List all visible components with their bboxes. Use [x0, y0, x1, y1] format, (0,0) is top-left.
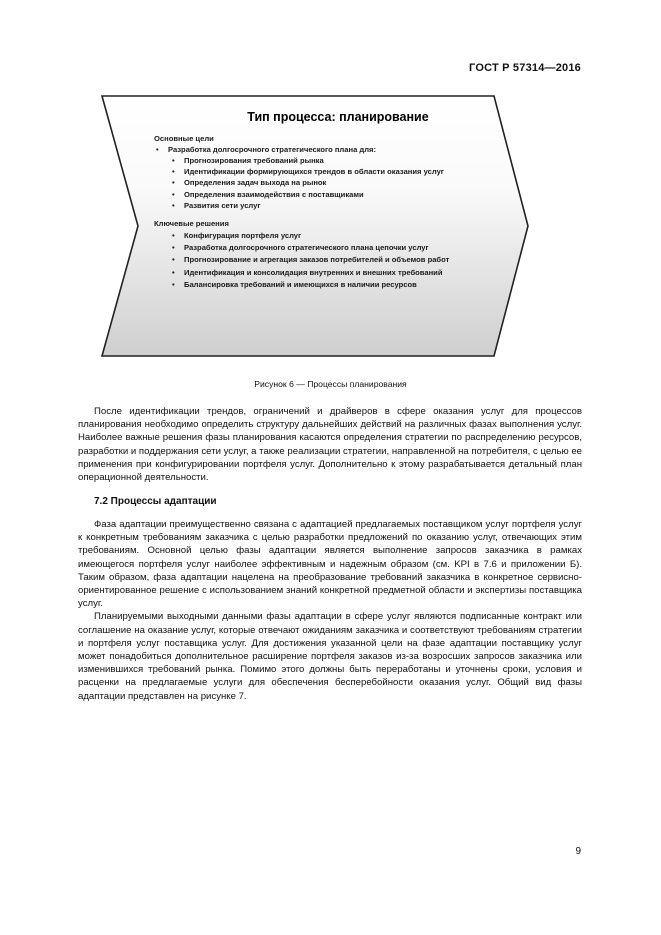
process-figure — [96, 92, 536, 362]
decision-item: • Идентификация и консолидация внутренних и внешних требований — [170, 268, 504, 278]
goal-subitem: • Прогнозирования требований рынка — [168, 156, 504, 166]
paragraph-2-block — [78, 518, 582, 703]
paragraph-1-block — [78, 405, 582, 484]
decision-item: • Прогнозирование и агрегация заказов потребителей и объемов работ — [170, 255, 504, 265]
goal-subitem: • Определения задач выхода на рынок — [168, 178, 504, 188]
paragraph-2: Фаза адаптации преимущественно связана с адаптацией предлагаемых поставщиком услуг портфеля услуг к конкретным требованиям заказчика с целью разработки предложений по оказанию услуг, отвечающих этим требованиям. Основной целью фазы адаптации является выполнение запросов заказчика в рамках имеющегося портфеля услуг наиболее эффективным и надежным образом (см. KPI в 7.6 и приложении Б). Таким образом, фаза адаптации нацелена на преобразование требований заказчика в конкретное сервисно-ориентированное решение с использованием знаний конкретной предметной области и экспертизы поставщика услуг. — [78, 519, 582, 610]
goal-subitem: • Развития сети услуг — [168, 201, 504, 211]
page-number: 9 — [575, 846, 581, 857]
paragraph-1: После идентификации трендов, ограничений и драйверов в сфере оказания услуг для процессов планирования необходимо определить структуру дальнейших действий на различных фазах выполнения услуг. Наиболее важные решения фазы планирования касаются определения стратегии по распределению ресурсов, разработки и поддержания сети услуг, а также реализации стратегии, направленной на потребителя, с целью ее применения при конфигурировании портфеля услуг. Дополнительно к этому разрабатывается детальный план операционной деятельности. — [78, 406, 582, 484]
decision-item: • Разработка долгосрочного стратегического плана цепочки услуг — [170, 243, 504, 253]
goals-list — [154, 145, 504, 212]
decisions-heading: Ключевые решения — [154, 219, 229, 229]
figure-caption: Рисунок 6 — Процессы планирования — [254, 379, 407, 389]
goals-heading: Основные цели — [154, 134, 214, 144]
decision-item: • Балансировка требований и имеющихся в наличии ресурсов — [170, 280, 504, 290]
goal-item — [154, 145, 504, 212]
decisions-list — [170, 231, 504, 290]
figure-title: Тип процесса: планирование — [247, 110, 429, 124]
section-title: 7.2 Процессы адаптации — [94, 496, 217, 507]
goal-subitem: • Идентификации формирующихся трендов в области оказания услуг — [168, 167, 504, 177]
goal-subitems — [168, 156, 504, 211]
goal-text: Разработка долгосрочного стратегического плана для: — [168, 144, 377, 154]
figure-content — [154, 104, 504, 292]
paragraph-3: Планируемыми выходными данными фазы адаптации в сфере услуг являются подписанные контракт или соглашение на оказание услуг, которые отвечают ожиданиям заказчика и соответствуют требованиям стратегии и портфеля услуг поставщика услуг. Для достижения указанной цели на фазе адаптации поставщику услуг может понадобиться дополнительное расширение портфеля заказов из-за возросших запросов заказчика или изменившихся требований рынка. Помимо этого должны быть переработаны и уточнены сроки, условия и расценки на предлагаемые услуги для обеспечения бесперебойности оказания услуг. Общий вид фазы адаптации представлен на рисунке 7. — [78, 611, 582, 702]
document-code: ГОСТ Р 57314—2016 — [469, 62, 581, 74]
decision-item: • Конфигурация портфеля услуг — [170, 231, 504, 241]
goal-subitem: • Определения взаимодействия с поставщиками — [168, 190, 504, 200]
